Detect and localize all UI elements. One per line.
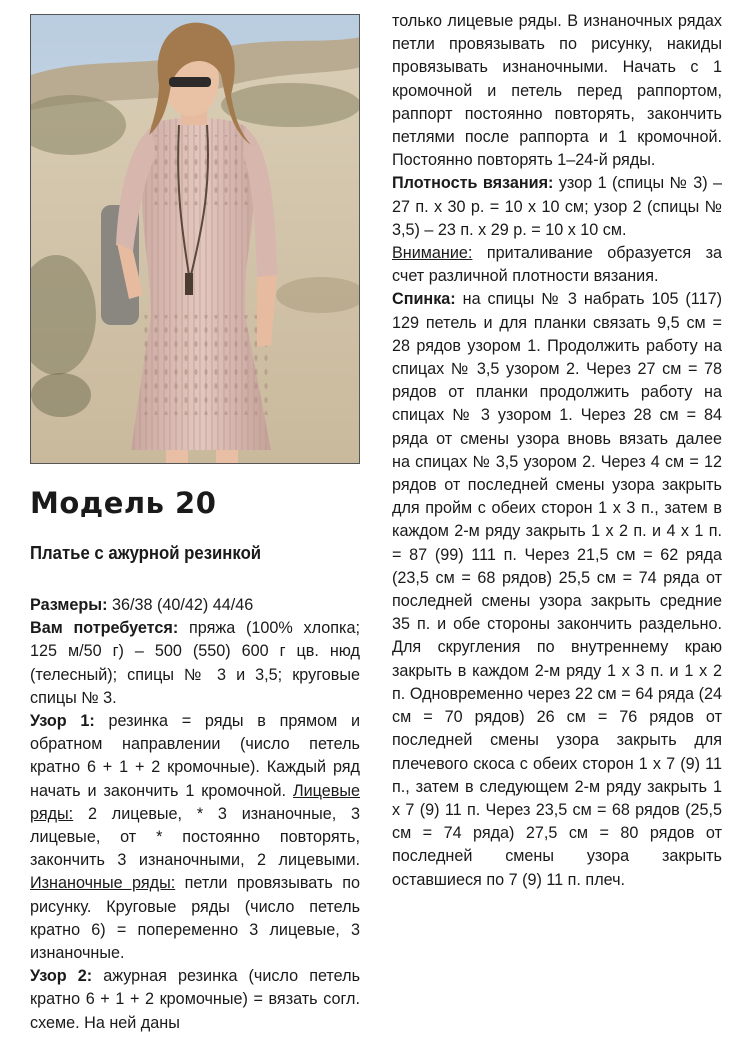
density-text: узор 1 (спицы № 3) – 27 п. х 30 р. = 10 х 10 см; узор 2 (спицы № 3,5) – 23 п. х 29 р. = 10 х 10 см. xyxy=(392,174,722,239)
back-paragraph xyxy=(392,288,722,891)
pattern-1-paragraph xyxy=(30,710,360,965)
back-label: Спинка: xyxy=(392,290,456,309)
pattern-2-continued: только лицевые ряды. В изнаночных рядах петли провязывать по рисунку, накиды провязывать изнаночными. Начать с 1 кромочной и петель перед раппортом, раппорт постоянно повторять, закончить петлями после раппорта и 1 кромочной. Постоянно повторять 1–24-й ряды. xyxy=(392,12,722,170)
back-text: на спицы № 3 набрать 105 (117) 129 петель и для планки связать 9,5 см = 28 рядов узором 1. Продолжить работу на спицах № 3,5 узором 2. Через 27 см = 78 рядов от планки продолжить работу на спицах № 3 узором 1. Через 28 см = 84 ряда от смены узора вновь вязать далее на спицах № 3,5 узором 2. Через 4 см = 12 рядов от последней смены узора закрыть для пройм с обеих сторон 1 х 3 п., затем в каждом 2-м ряду закрыть 1 х 2 п. и 4 х 1 п. = 87 (99) 111 п. Через 21,5 см = 62 ряда (23,5 см = 68 рядов) 25,5 см = 74 ряда от последней смены узора закрыть средние 35 п. и обе стороны закончить раздельно. Для скругления по внутреннему краю закрыть в каждом 2-м ряду 1 х 3 п. и 1 х 2 п. Одновременно через 22 см = 64 ряда (24 см = 70 рядов) 26 см = 76 рядов от последней смены узора закрыть для плечевого скоса с обеих сторон 1 х 7 (9) 11 п., затем в следующем 2-м ряду закрыть 1 х 7 (9) 11 п. Через 23,5 см = 68 рядов (25,5 см = 74 ряда) 27,5 см = 80 рядов от последней смены узора закрыть оставшиеся по 7 (9) 11 п. плеч. xyxy=(392,290,722,889)
model-title: Модель 20 xyxy=(30,486,217,520)
attention-paragraph xyxy=(392,242,722,288)
materials-paragraph xyxy=(30,617,360,710)
materials-label: Вам потребуется: xyxy=(30,619,179,638)
back-rows-label: Изнаночные ряды: xyxy=(30,874,176,893)
pattern-2-label: Узор 2: xyxy=(30,967,93,986)
model-subtitle: Платье с ажурной резинкой xyxy=(30,543,262,563)
pattern-2-paragraph xyxy=(30,965,360,1035)
front-rows-text: 2 лицевые, * 3 изнаночные, 3 лицевые, от * постоянно повторять, закончить 3 изнаночными, 2 лицевыми. xyxy=(30,804,360,870)
sizes-text: 36/38 (40/42) 44/46 xyxy=(107,596,254,614)
pattern-1-text: резинка = ряды в прямом и обратном направлении (число петель кратно 6 + 1 + 2 кромочные). Каждый ряд начать и закончить 1 кромочной. xyxy=(30,712,360,800)
left-column xyxy=(30,594,360,1035)
density-label: Плотность вязания: xyxy=(392,174,554,193)
front-rows-label: Лицевые ряды: xyxy=(30,781,360,823)
sizes-paragraph xyxy=(30,594,360,617)
back-rows-text: петли провязывать по рисунку. Круговые ряды (число петель кратно 6) = попеременно 3 лицевые, 3 изнаночные. xyxy=(30,874,360,963)
pattern-1-label: Узор 1: xyxy=(30,712,95,731)
knitted-dress-photo-icon xyxy=(31,15,360,464)
attention-label: Внимание: xyxy=(392,244,473,263)
right-column xyxy=(392,10,722,892)
materials-text: пряжа (100% хлопка; 125 м/50 г) – 500 (550) 600 г цв. нюд (телесный); спицы № 3 и 3,5; круговые спицы № 3. xyxy=(30,619,360,707)
sizes-label: Размеры: xyxy=(30,596,108,614)
pattern-2-text: ажурная резинка (число петель кратно 6 + 1 + 2 кромочные) = вязать согл. схеме. На ней даны xyxy=(30,967,360,1032)
density-paragraph xyxy=(392,172,722,242)
model-photo xyxy=(30,14,360,464)
attention-text: приталивание образуется за счет различной плотности вязания. xyxy=(392,244,722,286)
